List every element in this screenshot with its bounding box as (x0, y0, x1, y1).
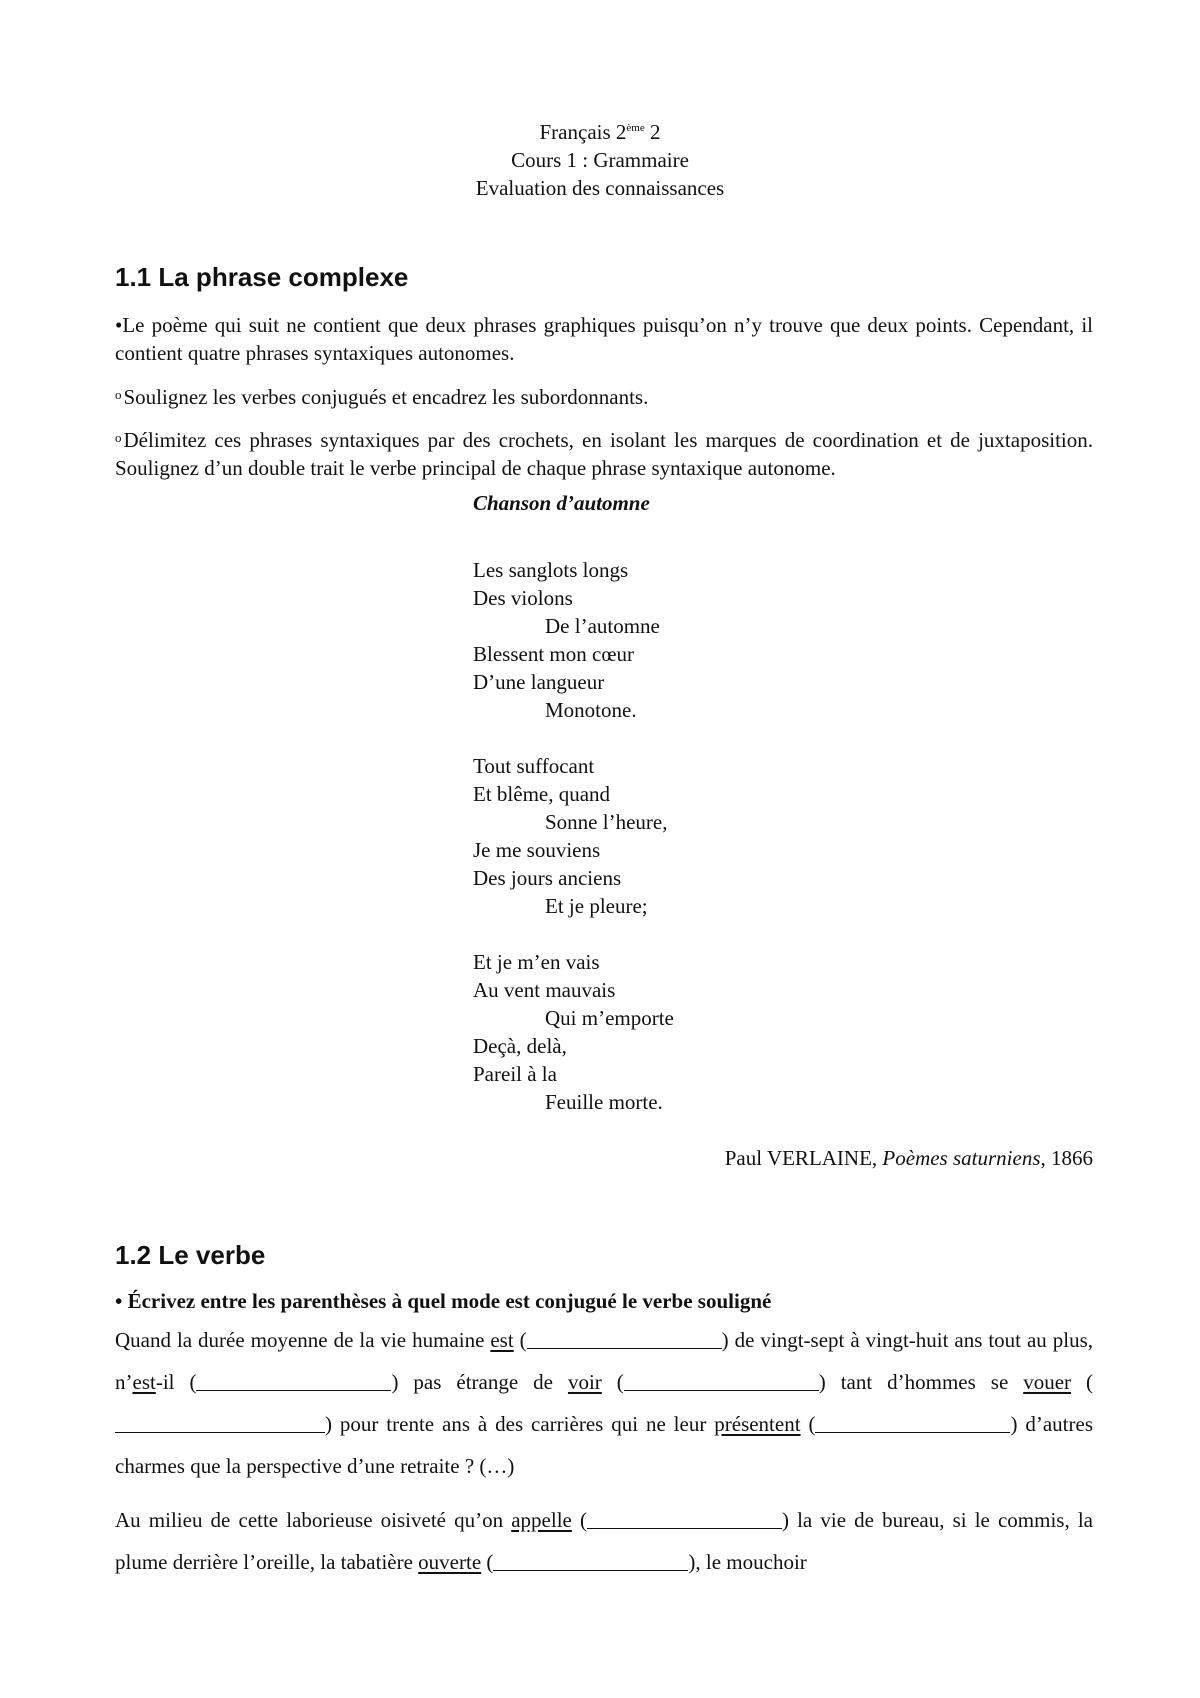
answer-blank[interactable] (587, 1510, 782, 1529)
underlined-verb: appelle (511, 1508, 572, 1532)
poem-line: D’une langueur (473, 670, 605, 694)
poem-line: Des violons (473, 586, 573, 610)
stanza-gap (473, 920, 674, 948)
underlined-verb: présentent (714, 1412, 801, 1436)
poem-line: Des jours anciens (473, 866, 622, 890)
underlined-verb: ouverte (418, 1550, 482, 1574)
exercise-paragraph-1: Quand la durée moyenne de la vie humaine est ( ) de vingt-sept à vingt-huit ans tout au plus, n’est-il ( ) pas étrange de voir ( ) tant d’hommes se vouer () pour trente ans à des carrières qui ne leur présentent ( ) d’autres charmes que la perspective d’une retraite ? (…) (115, 1328, 1094, 1478)
answer-blank[interactable] (815, 1414, 1010, 1433)
exercise-paragraph-2: Au milieu de cette laborieuse oisiveté qu’on appelle ( ) la vie de bureau, si le commis, la plume derrière l’oreille, la tabatière ouverte ( ), le mouchoir (115, 1508, 1094, 1574)
poem-line: De l’automne (545, 614, 660, 638)
poem-title: Chanson d’automne (473, 491, 650, 515)
poem-line: Deçà, delà, (473, 1034, 567, 1058)
poem (473, 556, 674, 1116)
header-lesson-line: Cours 1 : Grammaire (511, 148, 689, 172)
poem-line: Et je pleure; (545, 894, 648, 918)
verb-instruction: • Écrivez entre les parenthèses à quel mode est conjugué le verbe souligné (115, 1289, 772, 1313)
underlined-verb: est (490, 1328, 514, 1352)
poem-line: Au vent mauvais (473, 978, 616, 1002)
poem-line: Qui m’emporte (545, 1006, 674, 1030)
poem-line: Je me souviens (473, 838, 601, 862)
answer-blank[interactable] (527, 1330, 722, 1349)
section-title-phrase-complexe: 1.1 La phrase complexe (115, 262, 409, 292)
instruction-bullet-1: $^o$Soulignez les verbes conjugués et encadrez les subordonnants. (115, 385, 649, 409)
underlined-verb: vouer (1023, 1370, 1072, 1394)
poem-line: Les sanglots longs (473, 558, 629, 582)
answer-blank[interactable] (196, 1372, 391, 1391)
poem-line: Et blême, quand (473, 782, 611, 806)
document-header (0, 114, 1200, 202)
underlined-verb: voir (567, 1370, 602, 1394)
header-course-line: Français 2ème 2 (539, 120, 661, 144)
poem-line: Feuille morte. (545, 1090, 663, 1114)
poem-line: Et je m’en vais (473, 950, 600, 974)
poem-line: Sonne l’heure, (545, 810, 668, 834)
stanza-gap (473, 724, 674, 752)
intro-paragraph: •Le poème qui suit ne contient que deux phrases graphiques puisqu’on n’y trouve que deux points. Cependant, il contient quatre phrases syntaxiques autonomes. (115, 313, 1093, 365)
answer-blank[interactable] (115, 1414, 325, 1433)
answer-blank[interactable] (493, 1552, 688, 1571)
circle-bullet-icon: o (115, 387, 122, 402)
header-evaluation-line: Evaluation des connaissances (475, 176, 725, 200)
poem-attribution: Paul VERLAINE, Poèmes saturniens, 1866 (724, 1146, 1093, 1170)
poem-line: Monotone. (545, 698, 637, 722)
section-title-verbe: 1.2 Le verbe (115, 1240, 266, 1270)
poem-line: Tout suffocant (473, 754, 595, 778)
underlined-verb: est (132, 1370, 156, 1394)
instruction-bullet-2: $^o$Délimitez ces phrases syntaxiques par des crochets, en isolant les marques de coordination et de juxtaposition. Soulignez d’un double trait le verbe principal de chaque phrase syntaxique autonome. (115, 428, 1093, 480)
poem-line: Blessent mon cœur (473, 642, 634, 666)
circle-bullet-icon: o (115, 430, 122, 445)
answer-blank[interactable] (624, 1372, 819, 1391)
poem-line: Pareil à la (473, 1062, 557, 1086)
